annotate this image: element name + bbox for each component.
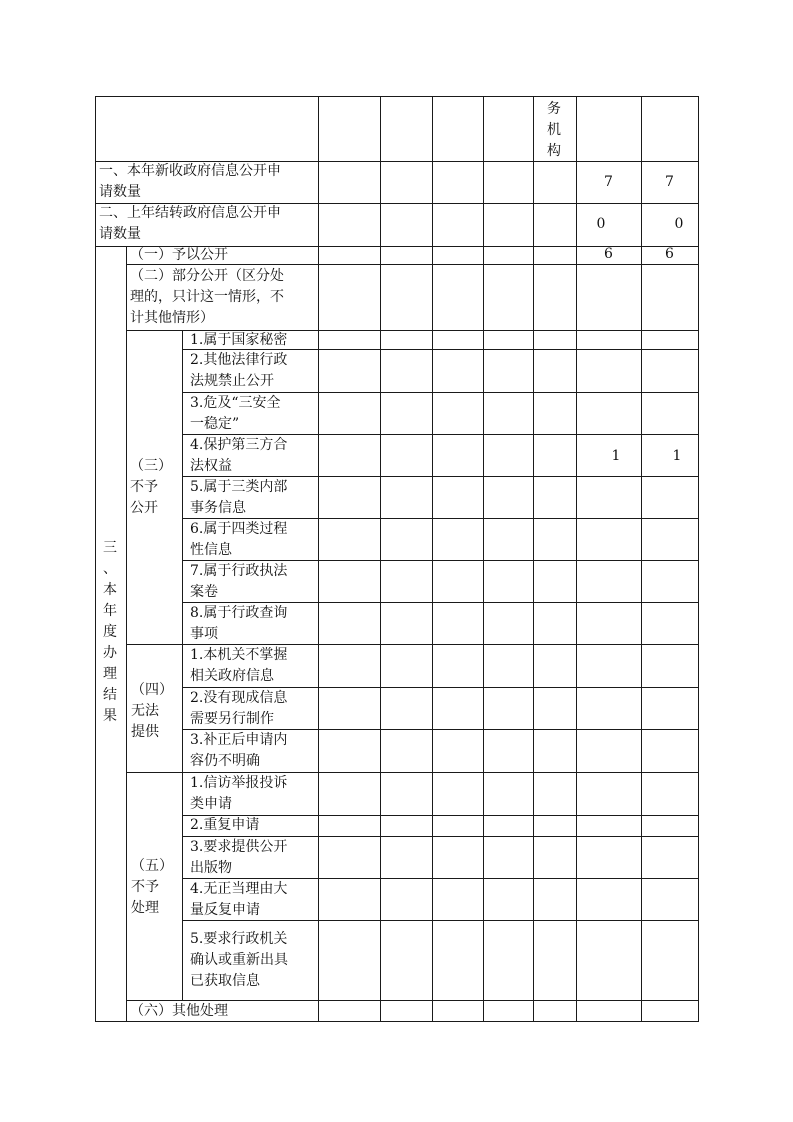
not-process-item: 4.无正当理由大 量反复申请: [190, 881, 288, 918]
not-disclose-item: 6.属于四类过程 性信息: [190, 521, 288, 558]
not-process-item: 5.要求行政机关 确认或重新出具 已获取信息: [190, 931, 288, 989]
row-carried-over-label: 二、上年结转政府信息公开申 请数量: [99, 205, 281, 242]
not-disclose-item: 8.属于行政查询 事项: [190, 605, 288, 642]
section-results-label: 三 、 本 年 度 办 理 结 果: [103, 540, 117, 724]
group-partial-disclose-label: （二）部分公开（区分处 理的，只计这一情形，不 计其他情形）: [130, 268, 284, 326]
not-disclose-item: 7.属于行政执法 案卷: [190, 563, 288, 600]
not-process-item: 2.重复申请: [190, 817, 260, 833]
org-column-header-fragment: 务 机 构: [547, 101, 561, 159]
cell-value: 7: [665, 174, 674, 190]
not-process-item: 3.要求提供公开 出版物: [190, 839, 288, 876]
cannot-provide-item: 2.没有现成信息 需要另行制作: [190, 690, 288, 727]
cell-value: 1: [611, 448, 621, 464]
cannot-provide-item: 1.本机关不掌握 相关政府信息: [190, 647, 288, 684]
not-disclose-item: 3.危及“三安全 一稳定”: [190, 395, 281, 432]
cell-value: 1: [672, 448, 682, 464]
cannot-provide-item: 3.补正后申请内 容仍不明确: [190, 732, 288, 769]
cell-value: 0: [596, 216, 606, 232]
not-disclose-item: 2.其他法律行政 法规禁止公开: [190, 352, 288, 389]
cell-value: 6: [665, 246, 674, 262]
group-cannot-provide-label: （四） 无法 提供: [131, 682, 173, 740]
cell-value: 0: [674, 216, 684, 232]
group-not-disclose-label: （三） 不予 公开: [130, 458, 172, 516]
not-disclose-item: 5.属于三类内部 事务信息: [190, 479, 288, 516]
group-disclose-label: （一）予以公开: [130, 247, 228, 263]
row-new-applications-label: 一、本年新收政府信息公开申 请数量: [99, 163, 281, 200]
cell-value: 6: [604, 246, 613, 262]
not-disclose-item: 1.属于国家秘密: [190, 332, 288, 348]
group-not-process-label: （五） 不予 处理: [131, 858, 173, 916]
cell-value: 7: [604, 174, 613, 190]
not-process-item: 1.信访举报投诉 类申请: [190, 775, 288, 812]
not-disclose-item: 4.保护第三方合 法权益: [190, 437, 288, 474]
group-other-label: （六）其他处理: [130, 1003, 228, 1019]
